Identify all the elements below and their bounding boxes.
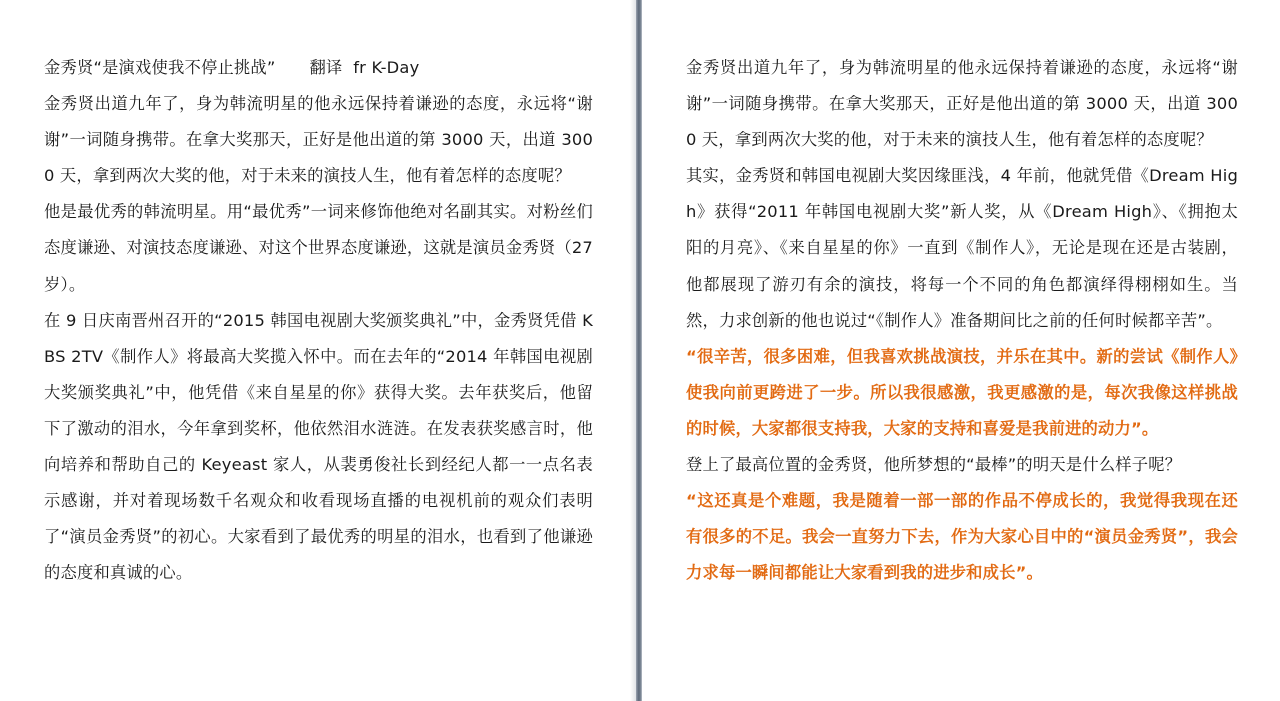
translation-credit: 翻译 fr K-Day xyxy=(309,58,420,77)
highlighted-quote-1: “很辛苦，很多困难，但我喜欢挑战演技，并乐在其中。新的尝试《制作人》使我向前更跨进了一步。所以我很感激，我更感激的是，每次我像这样挑战的时候，大家都很支持我，大家的支持和喜爱是我前进的动力”。 xyxy=(686,346,1238,438)
left-page-text xyxy=(44,50,593,591)
right-page-text xyxy=(686,50,1238,591)
right-paragraph-1: 金秀贤出道九年了，身为韩流明星的他永远保持着谦逊的态度，永远将“谢谢”一词随身携带。在拿大奖那天，正好是他出道的第 3000 天，出道 3000 天，拿到两次大奖的他，对于未来的演技人生，他有着怎样的态度呢？ xyxy=(686,58,1238,150)
left-paragraph-2: 他是最优秀的韩流明星。用“最优秀”一词来修饰他绝对名副其实。对粉丝们态度谦逊、对演技态度谦逊、对这个世界态度谦逊，这就是演员金秀贤（27 岁）。 xyxy=(44,202,593,294)
highlighted-quote-2: “这还真是个难题，我是随着一部一部的作品不停成长的，我觉得我现在还有很多的不足。我会一直努力下去，作为大家心目中的“演员金秀贤”，我会力求每一瞬间都能让大家看到我的进步和成长”。 xyxy=(686,491,1238,583)
left-paragraph-1: 金秀贤出道九年了，身为韩流明星的他永远保持着谦逊的态度，永远将“谢谢”一词随身携带。在拿大奖那天，正好是他出道的第 3000 天，出道 3000 天，拿到两次大奖的他，对于未来的演技人生，他有着怎样的态度呢？ xyxy=(44,94,593,186)
article-title: 金秀贤“是演戏使我不停止挑战” xyxy=(44,58,276,77)
left-page xyxy=(0,0,636,701)
article-title-line xyxy=(44,50,593,86)
right-page xyxy=(642,0,1280,701)
right-paragraph-2: 其实，金秀贤和韩国电视剧大奖因缘匪浅，4 年前，他就凭借《Dream High》获得“2011 年韩国电视剧大奖”新人奖，从《Dream High》、《拥抱太阳的月亮》、《来自星星的你》一直到《制作人》，无论是现在还是古装剧，他都展现了游刃有余的演技，将每一个不同的角色都演绎得栩栩如生。当然，力求创新的他也说过“《制作人》准备期间比之前的任何时候都辛苦”。 xyxy=(686,166,1238,330)
right-paragraph-3: 登上了最高位置的金秀贤，他所梦想的“最棒”的明天是什么样子呢？ xyxy=(686,455,1182,475)
left-paragraph-3: 在 9 日庆南晋州召开的“2015 韩国电视剧大奖颁奖典礼”中，金秀贤凭借 KBS 2TV《制作人》将最高大奖揽入怀中。而在去年的“2014 年韩国电视剧大奖颁奖典礼”中，他凭借《来自星星的你》获得大奖。去年获奖后，他留下了激动的泪水，今年拿到奖杯，他依然泪水涟涟。在发表获奖感言时，他向培养和帮助自己的 Keyeast 家人，从裴勇俊社长到经纪人都一一点名表示感谢，并对着现场数千名观众和收看现场直播的电视机前的观众们表明了“演员金秀贤”的初心。大家看到了最优秀的明星的泪水，也看到了他谦逊的态度和真诚的心。 xyxy=(44,310,593,583)
